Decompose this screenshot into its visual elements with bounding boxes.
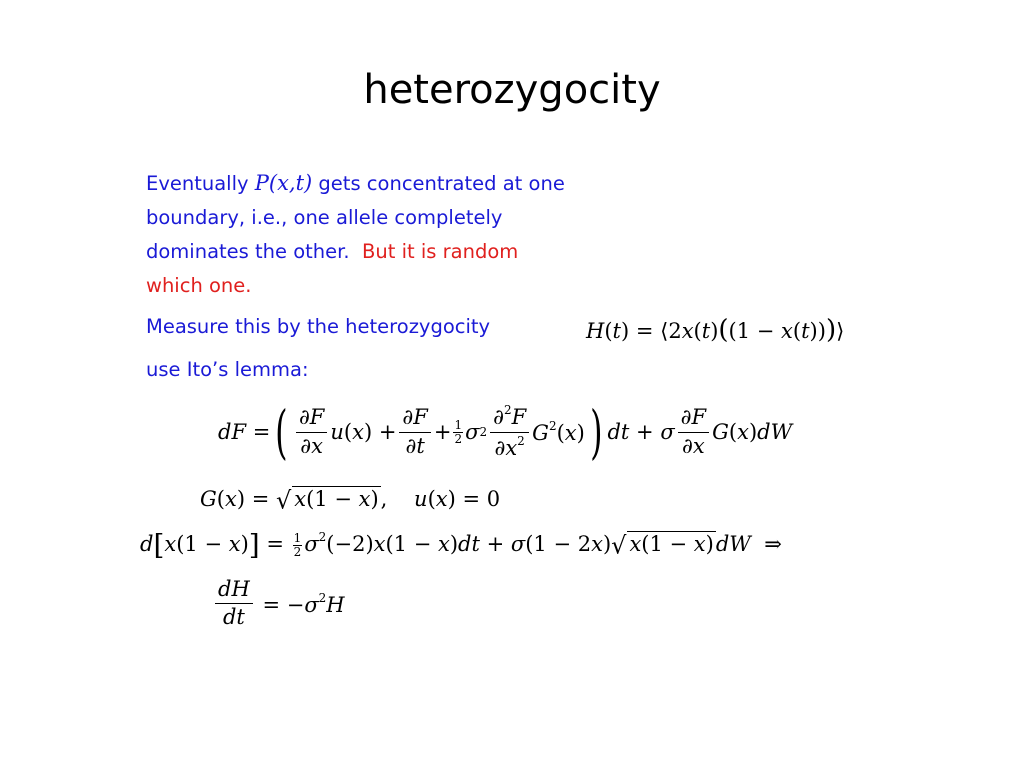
paragraph-ito: use Ito’s lemma: (146, 358, 309, 381)
para1-line4-red: which one. (146, 274, 252, 297)
equation-dH-dt: $\frac{dH}{dt}$ = $-\sigma^2H$ (212, 578, 345, 629)
frac-one-half-2: $\frac{1}{2}$ (293, 531, 302, 559)
paragraph-eventually (146, 166, 565, 303)
frac-dF-dx: $\frac{\partial F}{\partial x}$ (296, 406, 327, 457)
left-paren: ( (275, 398, 288, 466)
frac-dF-dx-2: $\frac{\partial F}{\partial x}$ (678, 406, 709, 457)
right-paren: ) (589, 398, 603, 466)
para1-math: P(x,t) (254, 171, 313, 195)
ito-dt: dt + σ (607, 419, 675, 444)
equation-ito-lemma: dF = ( $\frac{\partial F}{\partial x}$ u(x) + $\frac{\partial F}{\partial t}$ + $\frac{1}{2}$ σ 2 $\frac{\partial^2F}{\partial x^2}$ $G^2(x)$ ) dt + σ $\frac{\partial F}{\partial x}$ G(x)dW (218, 398, 793, 466)
ito-lhs: dF = (218, 419, 271, 444)
para1-line3-blue: dominates the other. (146, 240, 350, 263)
para1-line3-red: But it is random (362, 240, 519, 263)
para1-lead: Eventually (146, 172, 249, 195)
frac-one-half: $\frac{1}{2}$ (454, 417, 463, 446)
para1-after-math: gets concentrated at one (312, 172, 565, 195)
ito-tail: G(x)dW (712, 419, 793, 444)
para1-line2: boundary, i.e., one allele completely (146, 206, 503, 229)
paragraph-measure: Measure this by the heterozygocity (146, 315, 491, 338)
frac-dH-dt: $\frac{dH}{dt}$ (215, 578, 253, 629)
frac-dF-dt: $\frac{\partial F}{\partial t}$ (399, 406, 430, 457)
equation-heterozygosity: H(t) = ⟨2x(t)((1 − x(t)))⟩ (586, 315, 845, 345)
slide-title: heterozygocity (363, 67, 661, 113)
equation-G-u: G(x) = √ x(1 − x), u(x) = 0 (200, 486, 501, 515)
equation-dx: d[x(1 − x)] = $\frac{1}{2}$ $\sigma^2(-2)x(1 - x)dt + \sigma(1 - 2x)√$ x(1 − x)dW ⇒ (140, 528, 782, 562)
frac-d2F-dx2: $\frac{\partial^2F}{\partial x^2}$ (490, 404, 529, 459)
